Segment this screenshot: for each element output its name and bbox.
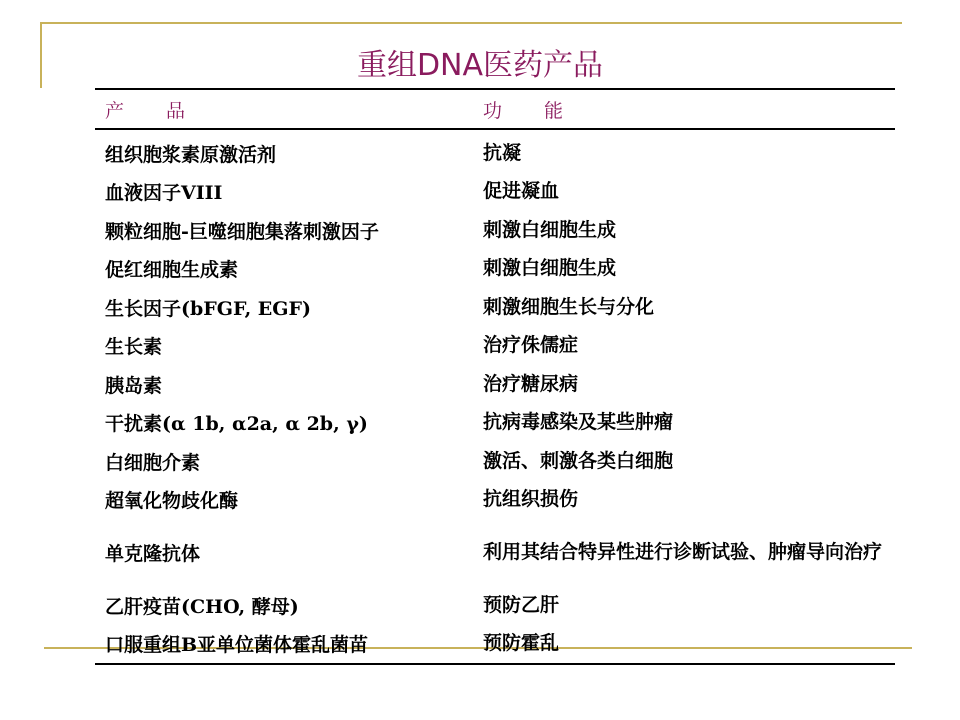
header-function: 功 能 [483, 99, 582, 122]
product-cell: 生长素 [105, 336, 163, 359]
page-title: 重组DNA医药产品 [356, 48, 604, 83]
table-row [95, 625, 895, 664]
table-row [95, 442, 895, 481]
table-row [95, 327, 895, 366]
function-cell: 治疗侏儒症 [483, 334, 579, 357]
product-cell: 干扰素(α 1b, α2a, α 2b, γ) [105, 413, 368, 436]
function-cell: 抗凝 [483, 141, 522, 164]
product-cell: 口服重组B亚单位菌体霍乱菌苗 [105, 634, 369, 657]
product-cell: 促红细胞生成素 [105, 259, 239, 282]
product-cell: 生长因子(bFGF, EGF) [105, 297, 311, 320]
function-cell: 利用其结合特异性进行诊断试验、肿瘤导向治疗 [483, 541, 883, 563]
product-cell: 组织胞浆素原激活剂 [105, 143, 277, 166]
function-cell: 预防霍乱 [483, 632, 560, 655]
decorative-top-line [40, 22, 902, 24]
table-row [95, 288, 895, 327]
function-cell: 促进凝血 [483, 180, 560, 203]
product-cell: 超氧化物歧化酶 [105, 490, 239, 513]
product-cell: 血液因子VIII [105, 182, 223, 205]
product-table [95, 88, 895, 665]
function-cell: 刺激细胞生长与分化 [483, 295, 655, 318]
function-cell: 激活、刺激各类白细胞 [483, 449, 674, 472]
function-cell: 预防乙肝 [483, 593, 560, 616]
table-row [95, 481, 895, 520]
function-cell: 抗组织损伤 [483, 488, 579, 511]
table-row [95, 173, 895, 212]
product-cell: 乙肝疫苗(CHO, 酵母) [105, 595, 299, 618]
product-cell: 单克隆抗体 [105, 543, 201, 565]
table-header [95, 90, 895, 130]
table-row [95, 519, 895, 586]
product-cell: 白细胞介素 [105, 451, 201, 474]
product-cell: 胰岛素 [105, 374, 163, 397]
header-product: 产 品 [105, 99, 204, 122]
table-row [95, 586, 895, 625]
table-row [95, 134, 895, 173]
function-cell: 刺激白细胞生成 [483, 218, 617, 241]
table-row [95, 250, 895, 289]
table-row [95, 211, 895, 250]
function-cell: 抗病毒感染及某些肿瘤 [483, 411, 674, 434]
function-cell: 刺激白细胞生成 [483, 257, 617, 280]
table-row [95, 404, 895, 443]
function-cell: 治疗糖尿病 [483, 372, 579, 395]
table-row [95, 365, 895, 404]
product-cell: 颗粒细胞-巨噬细胞集落刺激因子 [105, 220, 379, 243]
